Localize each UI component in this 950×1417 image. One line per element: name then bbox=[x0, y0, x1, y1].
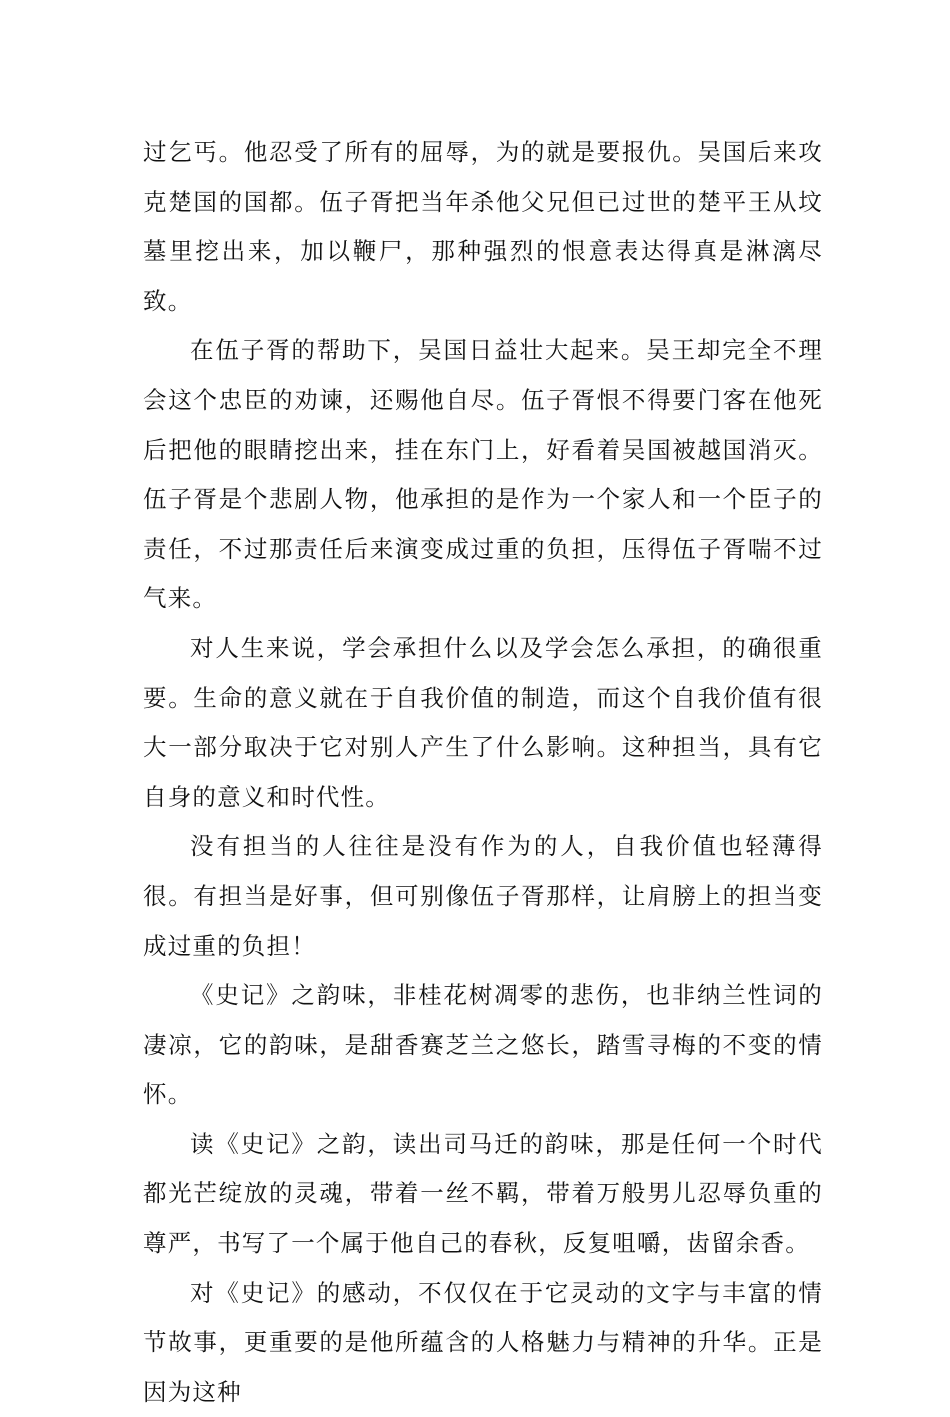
paragraph-2: 在伍子胥的帮助下，吴国日益壮大起来。吴王却完全不理会这个忠臣的劝谏，还赐他自尽。伍子胥恨不得要门客在他死后把他的眼睛挖出来，挂在东门上，好看着吴国被越国消灭。伍子胥是个悲剧人物，他承担的是作为一个家人和一个臣子的责任，不过那责任后来演变成过重的负担，压得伍子胥喘不过气来。 bbox=[143, 336, 823, 613]
paragraph-3: 对人生来说，学会承担什么以及学会怎么承担，的确很重要。生命的意义就在于自我价值的制造，而这个自我价值有很大一部分取决于它对别人产生了什么影响。这种担当，具有它自身的意义和时代性。 bbox=[143, 633, 823, 811]
paragraph-7: 对《史记》的感动，不仅仅在于它灵动的文字与丰富的情节故事，更重要的是他所蕴含的人格魅力与精神的升华。正是因为这种 bbox=[143, 1278, 823, 1406]
document-body bbox=[143, 128, 823, 1417]
paragraph-5: 《史记》之韵味，非桂花树凋零的悲伤，也非纳兰性词的凄凉，它的韵味，是甜香赛芝兰之悠长，踏雪寻梅的不变的情怀。 bbox=[143, 981, 823, 1109]
paragraph-1: 过乞丐。他忍受了所有的屈辱，为的就是要报仇。吴国后来攻克楚国的国都。伍子胥把当年杀他父兄但已过世的楚平王从坟墓里挖出来，加以鞭尸，那种强烈的恨意表达得真是淋漓尽致。 bbox=[143, 138, 823, 315]
paragraph-4: 没有担当的人往往是没有作为的人，自我价值也轻薄得很。有担当是好事，但可别像伍子胥那样，让肩膀上的担当变成过重的负担！ bbox=[143, 832, 823, 960]
paragraph-6: 读《史记》之韵，读出司马迁的韵味，那是任何一个时代都光芒绽放的灵魂，带着一丝不羁，带着万般男儿忍辱负重的尊严，书写了一个属于他自己的春秋，反复咀嚼，齿留余香。 bbox=[143, 1129, 823, 1258]
